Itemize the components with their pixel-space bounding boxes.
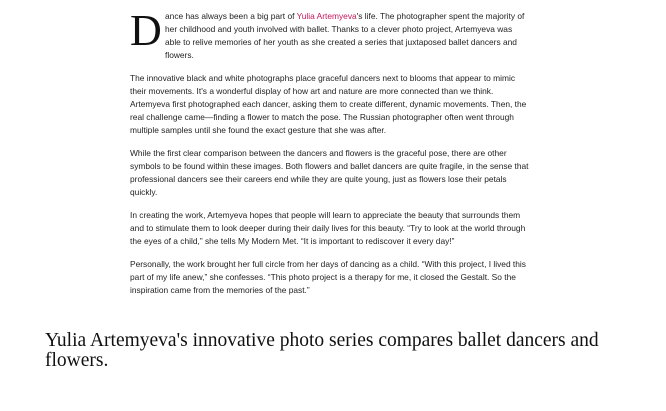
paragraph-beauty: In creating the work, Artemyeva hopes that people will learn to appreciate the beauty that surrounds them and to stimulate them to look deeper during their daily lives for this beauty. “Try to look at the world through the eyes of a child,” she tells My Modern Met. “It is important to rediscover it every day!”: [130, 210, 526, 246]
paragraph-full-circle: Personally, the work brought her full circle from her days of dancing as a child. “With this project, I lived this part of my life anew,” she confesses. “This photo project is a therapy for me, it closed the Gestalt. So the inspiration came from the memories of the past.”: [130, 259, 526, 295]
paragraph-photographs: The innovative black and white photographs place graceful dancers next to blooms that appear to mimic their movements. It's a wonderful display of how art and nature are more connected than we think. Artemyeva first photographed each dancer, asking them to create different, dynamic movements. Then, the real challenge came—finding a flower to match the pose. The Russian photographer often went through multiple samples until she found the exact gesture that she was after.: [130, 73, 527, 135]
lead-paragraph: [130, 6, 530, 62]
lead-text-start: ance has always been a big part of: [165, 11, 297, 21]
image-caption: Yulia Artemyeva's innovative photo series compares ballet dancers and flowers.: [45, 330, 599, 371]
article-body: [130, 6, 530, 307]
paragraph-symbols: While the first clear comparison between the dancers and flowers is the graceful pose, there are other symbols to be found within these images. Both flowers and ballet dancers are quite fragile, in the sense that professional dancers see their careers end while they are quite young, just as flowers lose their petals quickly.: [130, 148, 529, 197]
artist-name-link[interactable]: Yulia Artemyeva: [296, 11, 357, 21]
lead-text-end: 's life. The photographer spent the majority of her childhood and youth involved with ballet. Thanks to a clever photo project, Artemyeva was able to relive memories of her youth as she created a series that juxtaposed ballet dancers and flowers.: [165, 11, 525, 60]
drop-cap: D: [130, 6, 162, 55]
